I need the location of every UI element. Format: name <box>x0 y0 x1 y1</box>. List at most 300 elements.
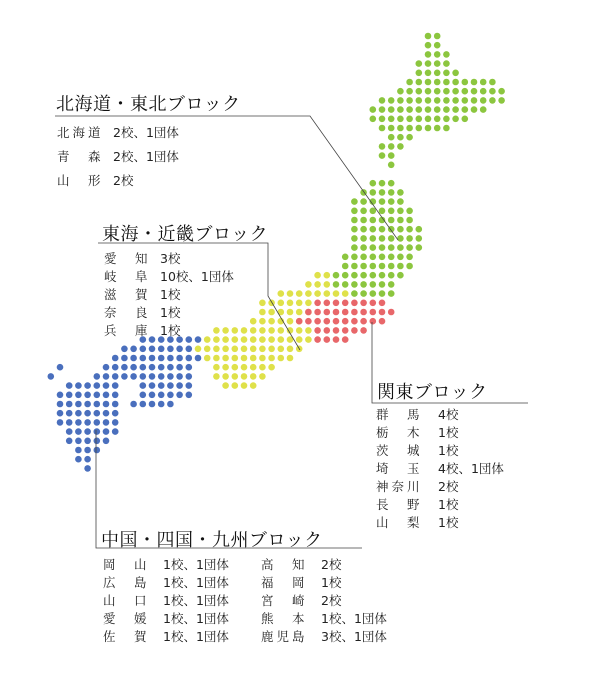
map-dot-chugoku-shikoku-kyushu <box>158 355 165 362</box>
map-dot-tokai-kinki <box>232 364 239 371</box>
map-dot-chugoku-shikoku-kyushu <box>158 401 165 408</box>
map-dot-hokkaido-tohoku <box>434 97 441 104</box>
pref-name: 滋 賀 <box>104 287 151 302</box>
map-dot-hokkaido-tohoku <box>397 189 404 196</box>
map-dot-tokai-kinki <box>232 355 239 362</box>
map-dot-hokkaido-tohoku <box>370 116 377 123</box>
list-item <box>103 592 387 610</box>
map-dot-hokkaido-tohoku <box>434 79 441 86</box>
map-dot-tokai-kinki <box>222 382 229 389</box>
map-dot-kanto <box>379 318 386 325</box>
pref-name: 岡 山 <box>103 557 150 572</box>
map-dot-hokkaido-tohoku <box>379 272 386 279</box>
map-dot-hokkaido-tohoku <box>388 263 395 270</box>
map-dot-chugoku-shikoku-kyushu <box>176 355 183 362</box>
map-dot-hokkaido-tohoku <box>471 106 478 113</box>
map-dot-hokkaido-tohoku <box>360 281 367 288</box>
map-dot-chugoku-shikoku-kyushu <box>94 382 101 389</box>
map-dot-tokai-kinki <box>296 336 303 343</box>
map-dot-hokkaido-tohoku <box>370 217 377 224</box>
map-dot-hokkaido-tohoku <box>379 244 386 251</box>
map-dot-hokkaido-tohoku <box>360 226 367 233</box>
map-dot-hokkaido-tohoku <box>379 281 386 288</box>
map-dot-kanto <box>342 309 349 316</box>
map-dot-hokkaido-tohoku <box>379 106 386 113</box>
map-dot-tokai-kinki <box>287 346 294 353</box>
map-dot-hokkaido-tohoku <box>452 106 459 113</box>
map-dot-chugoku-shikoku-kyushu <box>149 373 156 380</box>
map-dot-chugoku-shikoku-kyushu <box>103 410 110 417</box>
map-dot-chugoku-shikoku-kyushu <box>84 410 91 417</box>
map-dot-hokkaido-tohoku <box>388 162 395 169</box>
map-dot-hokkaido-tohoku <box>351 290 358 297</box>
pref-name: 兵 庫 <box>104 323 151 338</box>
map-dot-chugoku-shikoku-kyushu <box>103 438 110 445</box>
map-dot-chugoku-shikoku-kyushu <box>112 364 119 371</box>
map-dot-tokai-kinki <box>259 309 266 316</box>
map-dot-hokkaido-tohoku <box>351 217 358 224</box>
map-dot-kanto <box>314 336 321 343</box>
map-dot-tokai-kinki <box>250 373 257 380</box>
map-dot-hokkaido-tohoku <box>480 106 487 113</box>
map-dot-chugoku-shikoku-kyushu <box>75 447 82 454</box>
map-dot-hokkaido-tohoku <box>425 116 432 123</box>
pref-name: 宮 崎 <box>261 593 308 608</box>
map-dot-hokkaido-tohoku <box>425 42 432 49</box>
map-dot-tokai-kinki <box>204 355 211 362</box>
pref-name: 愛 知 <box>104 251 151 266</box>
map-dot-chugoku-shikoku-kyushu <box>195 355 202 362</box>
map-dot-tokai-kinki <box>241 327 248 334</box>
map-dot-kanto <box>370 318 377 325</box>
map-dot-hokkaido-tohoku <box>489 79 496 86</box>
map-dot-kanto <box>314 300 321 307</box>
pref-name: 山 梨 <box>376 515 423 530</box>
map-dot-tokai-kinki <box>278 355 285 362</box>
map-dot-hokkaido-tohoku <box>370 272 377 279</box>
map-dot-hokkaido-tohoku <box>397 106 404 113</box>
map-dot-hokkaido-tohoku <box>443 106 450 113</box>
map-dot-chugoku-shikoku-kyushu <box>75 410 82 417</box>
map-dot-tokai-kinki <box>241 336 248 343</box>
map-dot-tokai-kinki <box>213 355 220 362</box>
map-dot-hokkaido-tohoku <box>351 263 358 270</box>
map-dot-hokkaido-tohoku <box>379 290 386 297</box>
map-dot-hokkaido-tohoku <box>397 88 404 95</box>
map-dot-hokkaido-tohoku <box>406 134 413 141</box>
map-dot-tokai-kinki <box>278 346 285 353</box>
map-dot-tokai-kinki <box>305 300 312 307</box>
pref-count: 2校、1団体 <box>113 149 179 164</box>
map-dot-tokai-kinki <box>296 300 303 307</box>
map-dot-hokkaido-tohoku <box>351 208 358 215</box>
map-dot-chugoku-shikoku-kyushu <box>121 373 128 380</box>
map-dot-chugoku-shikoku-kyushu <box>75 428 82 435</box>
map-dot-tokai-kinki <box>259 364 266 371</box>
map-dot-hokkaido-tohoku <box>416 116 423 123</box>
map-dot-chugoku-shikoku-kyushu <box>186 392 193 399</box>
pref-count: 2校、1団体 <box>113 125 179 140</box>
map-dot-hokkaido-tohoku <box>379 125 386 132</box>
map-dot-hokkaido-tohoku <box>425 125 432 132</box>
map-dot-hokkaido-tohoku <box>416 235 423 242</box>
map-dot-chugoku-shikoku-kyushu <box>94 401 101 408</box>
map-dot-tokai-kinki <box>213 364 220 371</box>
map-dot-chugoku-shikoku-kyushu <box>57 401 64 408</box>
map-dot-hokkaido-tohoku <box>388 208 395 215</box>
pref-count: 1校、1団体 <box>163 593 229 608</box>
pref-name: 長 野 <box>376 497 423 512</box>
map-dot-tokai-kinki <box>287 309 294 316</box>
map-dot-tokai-kinki <box>305 336 312 343</box>
map-dot-chugoku-shikoku-kyushu <box>66 419 73 426</box>
map-dot-chugoku-shikoku-kyushu <box>84 392 91 399</box>
list-item <box>103 556 387 574</box>
map-dot-chugoku-shikoku-kyushu <box>84 382 91 389</box>
map-dot-kanto <box>342 327 349 334</box>
list-item <box>376 460 504 478</box>
pref-count: 1校、1団体 <box>163 557 229 572</box>
map-dot-tokai-kinki <box>250 327 257 334</box>
map-dot-chugoku-shikoku-kyushu <box>149 392 156 399</box>
map-dot-chugoku-shikoku-kyushu <box>130 364 137 371</box>
map-dot-hokkaido-tohoku <box>360 208 367 215</box>
pref-name: 福 岡 <box>261 575 308 590</box>
map-dot-hokkaido-tohoku <box>397 208 404 215</box>
map-dot-tokai-kinki <box>241 382 248 389</box>
map-dot-hokkaido-tohoku <box>342 253 349 260</box>
map-dot-hokkaido-tohoku <box>406 263 413 270</box>
map-dot-tokai-kinki <box>324 281 331 288</box>
map-dot-kanto <box>379 309 386 316</box>
map-dot-chugoku-shikoku-kyushu <box>140 382 147 389</box>
map-dot-tokai-kinki <box>268 327 275 334</box>
map-dot-chugoku-shikoku-kyushu <box>66 410 73 417</box>
map-dot-tokai-kinki <box>278 290 285 297</box>
map-dot-hokkaido-tohoku <box>388 253 395 260</box>
map-dot-chugoku-shikoku-kyushu <box>149 364 156 371</box>
map-dot-chugoku-shikoku-kyushu <box>121 364 128 371</box>
list-item <box>376 496 504 514</box>
map-dot-kanto <box>324 318 331 325</box>
pref-count: 1校、1団体 <box>163 611 229 626</box>
map-dot-hokkaido-tohoku <box>452 70 459 77</box>
pref-name: 北海道 <box>57 125 104 140</box>
map-dot-hokkaido-tohoku <box>388 143 395 150</box>
map-dot-hokkaido-tohoku <box>388 116 395 123</box>
map-dot-hokkaido-tohoku <box>397 272 404 279</box>
map-dot-chugoku-shikoku-kyushu <box>112 428 119 435</box>
map-dot-hokkaido-tohoku <box>434 106 441 113</box>
map-dot-tokai-kinki <box>296 309 303 316</box>
map-dot-hokkaido-tohoku <box>416 88 423 95</box>
pref-name: 愛 媛 <box>103 611 150 626</box>
pref-count: 1校、1団体 <box>163 575 229 590</box>
map-dot-hokkaido-tohoku <box>370 208 377 215</box>
map-dot-hokkaido-tohoku <box>379 263 386 270</box>
map-dot-hokkaido-tohoku <box>351 235 358 242</box>
map-dot-kanto <box>333 318 340 325</box>
list-item <box>104 268 234 286</box>
pref-name: 広 島 <box>103 575 150 590</box>
list-item <box>104 286 234 304</box>
map-dot-chugoku-shikoku-kyushu <box>158 346 165 353</box>
map-dot-chugoku-shikoku-kyushu <box>158 364 165 371</box>
pref-count: 1校 <box>160 287 181 302</box>
map-dot-hokkaido-tohoku <box>498 88 505 95</box>
map-dot-kanto <box>379 300 386 307</box>
pref-name: 山 口 <box>103 593 150 608</box>
list-item <box>104 322 234 340</box>
map-dot-chugoku-shikoku-kyushu <box>149 401 156 408</box>
map-dot-tokai-kinki <box>241 373 248 380</box>
map-dot-hokkaido-tohoku <box>425 88 432 95</box>
map-dot-hokkaido-tohoku <box>342 281 349 288</box>
map-dot-tokai-kinki <box>296 327 303 334</box>
pref-count: 1校、1団体 <box>163 629 229 644</box>
map-dot-kanto <box>314 318 321 325</box>
map-dot-hokkaido-tohoku <box>360 217 367 224</box>
map-dot-chugoku-shikoku-kyushu <box>130 346 137 353</box>
map-dot-chugoku-shikoku-kyushu <box>167 392 174 399</box>
map-dot-hokkaido-tohoku <box>379 97 386 104</box>
map-dot-hokkaido-tohoku <box>406 116 413 123</box>
map-dot-tokai-kinki <box>314 290 321 297</box>
map-dot-chugoku-shikoku-kyushu <box>121 355 128 362</box>
map-dot-hokkaido-tohoku <box>480 79 487 86</box>
map-dot-tokai-kinki <box>259 318 266 325</box>
map-dot-chugoku-shikoku-kyushu <box>158 392 165 399</box>
pref-count: 1校 <box>321 575 342 590</box>
pref-name: 群 馬 <box>376 407 423 422</box>
map-dot-hokkaido-tohoku <box>425 97 432 104</box>
map-dot-hokkaido-tohoku <box>397 143 404 150</box>
map-dot-kanto <box>296 318 303 325</box>
map-dot-hokkaido-tohoku <box>498 97 505 104</box>
map-dot-chugoku-shikoku-kyushu <box>103 364 110 371</box>
pref-name: 茨 城 <box>376 443 423 458</box>
map-dot-hokkaido-tohoku <box>434 51 441 58</box>
region-title-hokkaido-tohoku: 北海道・東北ブロック <box>56 94 241 115</box>
pref-count: 4校、1団体 <box>438 461 504 476</box>
map-dot-tokai-kinki <box>278 300 285 307</box>
list-item <box>103 574 387 592</box>
map-dot-hokkaido-tohoku <box>434 42 441 49</box>
map-dot-hokkaido-tohoku <box>379 189 386 196</box>
map-dot-tokai-kinki <box>213 346 220 353</box>
pref-count: 1校 <box>160 305 181 320</box>
map-dot-hokkaido-tohoku <box>406 208 413 215</box>
map-dot-chugoku-shikoku-kyushu <box>57 364 64 371</box>
map-dot-hokkaido-tohoku <box>406 253 413 260</box>
map-dot-hokkaido-tohoku <box>480 97 487 104</box>
map-dot-hokkaido-tohoku <box>443 88 450 95</box>
map-dot-tokai-kinki <box>241 346 248 353</box>
map-dot-kanto <box>333 300 340 307</box>
map-dot-kanto <box>333 327 340 334</box>
map-dot-chugoku-shikoku-kyushu <box>167 346 174 353</box>
map-dot-tokai-kinki <box>268 309 275 316</box>
map-dot-chugoku-shikoku-kyushu <box>176 364 183 371</box>
map-dot-hokkaido-tohoku <box>416 106 423 113</box>
map-dot-hokkaido-tohoku <box>370 290 377 297</box>
map-dot-tokai-kinki <box>324 272 331 279</box>
map-dot-chugoku-shikoku-kyushu <box>140 364 147 371</box>
map-dot-chugoku-shikoku-kyushu <box>186 346 193 353</box>
map-dot-hokkaido-tohoku <box>406 217 413 224</box>
map-dot-chugoku-shikoku-kyushu <box>130 401 137 408</box>
map-dot-hokkaido-tohoku <box>379 116 386 123</box>
map-dot-hokkaido-tohoku <box>480 88 487 95</box>
map-dot-chugoku-shikoku-kyushu <box>94 419 101 426</box>
map-dot-kanto <box>333 336 340 343</box>
map-dot-chugoku-shikoku-kyushu <box>176 346 183 353</box>
list-item <box>57 172 179 190</box>
map-dot-tokai-kinki <box>259 300 266 307</box>
map-dot-hokkaido-tohoku <box>434 60 441 67</box>
map-dot-chugoku-shikoku-kyushu <box>103 419 110 426</box>
map-dot-hokkaido-tohoku <box>397 97 404 104</box>
map-dot-hokkaido-tohoku <box>406 125 413 132</box>
map-dot-hokkaido-tohoku <box>434 88 441 95</box>
map-dot-tokai-kinki <box>232 373 239 380</box>
map-dot-hokkaido-tohoku <box>397 125 404 132</box>
map-dot-hokkaido-tohoku <box>370 263 377 270</box>
map-dot-tokai-kinki <box>250 382 257 389</box>
map-dot-hokkaido-tohoku <box>388 198 395 205</box>
map-dot-kanto <box>314 327 321 334</box>
map-dot-kanto <box>333 309 340 316</box>
pref-count: 2校 <box>113 173 134 188</box>
map-dot-chugoku-shikoku-kyushu <box>130 373 137 380</box>
map-dot-hokkaido-tohoku <box>434 116 441 123</box>
map-dot-hokkaido-tohoku <box>406 88 413 95</box>
map-dot-tokai-kinki <box>250 346 257 353</box>
map-dot-chugoku-shikoku-kyushu <box>66 392 73 399</box>
map-dot-hokkaido-tohoku <box>360 253 367 260</box>
map-dot-hokkaido-tohoku <box>379 235 386 242</box>
map-dot-chugoku-shikoku-kyushu <box>158 382 165 389</box>
list-item <box>376 442 504 460</box>
map-dot-kanto <box>388 309 395 316</box>
map-dot-hokkaido-tohoku <box>406 244 413 251</box>
map-dot-kanto <box>370 300 377 307</box>
map-dot-chugoku-shikoku-kyushu <box>84 438 91 445</box>
map-dot-hokkaido-tohoku <box>342 272 349 279</box>
map-dot-chugoku-shikoku-kyushu <box>186 364 193 371</box>
map-dot-chugoku-shikoku-kyushu <box>94 392 101 399</box>
map-dot-hokkaido-tohoku <box>388 217 395 224</box>
map-dot-hokkaido-tohoku <box>397 263 404 270</box>
map-dot-chugoku-shikoku-kyushu <box>112 382 119 389</box>
map-dot-chugoku-shikoku-kyushu <box>149 346 156 353</box>
map-dot-tokai-kinki <box>268 318 275 325</box>
map-dot-kanto <box>351 300 358 307</box>
map-dot-kanto <box>342 336 349 343</box>
map-dot-hokkaido-tohoku <box>397 116 404 123</box>
map-dot-hokkaido-tohoku <box>388 106 395 113</box>
map-dot-hokkaido-tohoku <box>416 125 423 132</box>
pref-name: 鹿児島 <box>261 629 308 644</box>
map-dot-tokai-kinki <box>268 336 275 343</box>
map-dot-chugoku-shikoku-kyushu <box>57 392 64 399</box>
pref-count: 1校、1団体 <box>321 611 387 626</box>
map-dot-chugoku-shikoku-kyushu <box>149 382 156 389</box>
map-dot-hokkaido-tohoku <box>351 253 358 260</box>
map-dot-tokai-kinki <box>314 281 321 288</box>
map-dot-tokai-kinki <box>241 364 248 371</box>
map-dot-hokkaido-tohoku <box>351 226 358 233</box>
pref-name: 神奈川 <box>376 479 423 494</box>
map-dot-tokai-kinki <box>259 355 266 362</box>
map-dot-kanto <box>360 327 367 334</box>
map-dot-chugoku-shikoku-kyushu <box>75 456 82 463</box>
map-dot-hokkaido-tohoku <box>360 198 367 205</box>
map-dot-chugoku-shikoku-kyushu <box>84 465 91 472</box>
map-dot-tokai-kinki <box>232 346 239 353</box>
pref-name: 青 森 <box>57 149 104 164</box>
list-item <box>103 628 387 646</box>
map-dot-tokai-kinki <box>305 327 312 334</box>
map-dot-hokkaido-tohoku <box>406 226 413 233</box>
pref-name: 高 知 <box>261 557 308 572</box>
pref-count: 4校 <box>438 407 459 422</box>
map-dot-chugoku-shikoku-kyushu <box>103 382 110 389</box>
map-dot-hokkaido-tohoku <box>388 97 395 104</box>
map-dot-hokkaido-tohoku <box>397 244 404 251</box>
pref-count: 3校 <box>160 251 181 266</box>
map-dot-hokkaido-tohoku <box>360 263 367 270</box>
map-dot-chugoku-shikoku-kyushu <box>75 438 82 445</box>
map-dot-hokkaido-tohoku <box>397 235 404 242</box>
map-dot-chugoku-shikoku-kyushu <box>94 438 101 445</box>
map-dot-chugoku-shikoku-kyushu <box>103 428 110 435</box>
map-dot-chugoku-shikoku-kyushu <box>140 355 147 362</box>
map-dot-tokai-kinki <box>268 364 275 371</box>
map-dot-chugoku-shikoku-kyushu <box>75 382 82 389</box>
map-dot-hokkaido-tohoku <box>379 180 386 187</box>
map-dot-hokkaido-tohoku <box>351 272 358 279</box>
map-dot-chugoku-shikoku-kyushu <box>167 355 174 362</box>
map-dot-hokkaido-tohoku <box>397 226 404 233</box>
map-dot-tokai-kinki <box>241 355 248 362</box>
list-item <box>103 610 387 628</box>
list-item <box>104 250 234 268</box>
map-dot-hokkaido-tohoku <box>443 70 450 77</box>
map-dot-chugoku-shikoku-kyushu <box>176 382 183 389</box>
map-dot-hokkaido-tohoku <box>397 134 404 141</box>
map-dot-hokkaido-tohoku <box>370 180 377 187</box>
map-dot-hokkaido-tohoku <box>443 125 450 132</box>
map-dot-hokkaido-tohoku <box>406 235 413 242</box>
map-dot-chugoku-shikoku-kyushu <box>130 355 137 362</box>
map-dot-hokkaido-tohoku <box>370 244 377 251</box>
map-dot-hokkaido-tohoku <box>443 79 450 86</box>
map-dot-tokai-kinki <box>342 290 349 297</box>
map-dot-tokai-kinki <box>287 300 294 307</box>
map-dot-hokkaido-tohoku <box>379 152 386 159</box>
map-dot-chugoku-shikoku-kyushu <box>94 428 101 435</box>
map-dot-hokkaido-tohoku <box>360 235 367 242</box>
map-dot-hokkaido-tohoku <box>388 244 395 251</box>
pref-count: 1校 <box>438 443 459 458</box>
map-dot-hokkaido-tohoku <box>425 70 432 77</box>
map-dot-hokkaido-tohoku <box>416 79 423 86</box>
region-list-kanto <box>376 406 504 532</box>
map-dot-chugoku-shikoku-kyushu <box>112 410 119 417</box>
map-dot-hokkaido-tohoku <box>406 79 413 86</box>
map-dot-hokkaido-tohoku <box>370 189 377 196</box>
